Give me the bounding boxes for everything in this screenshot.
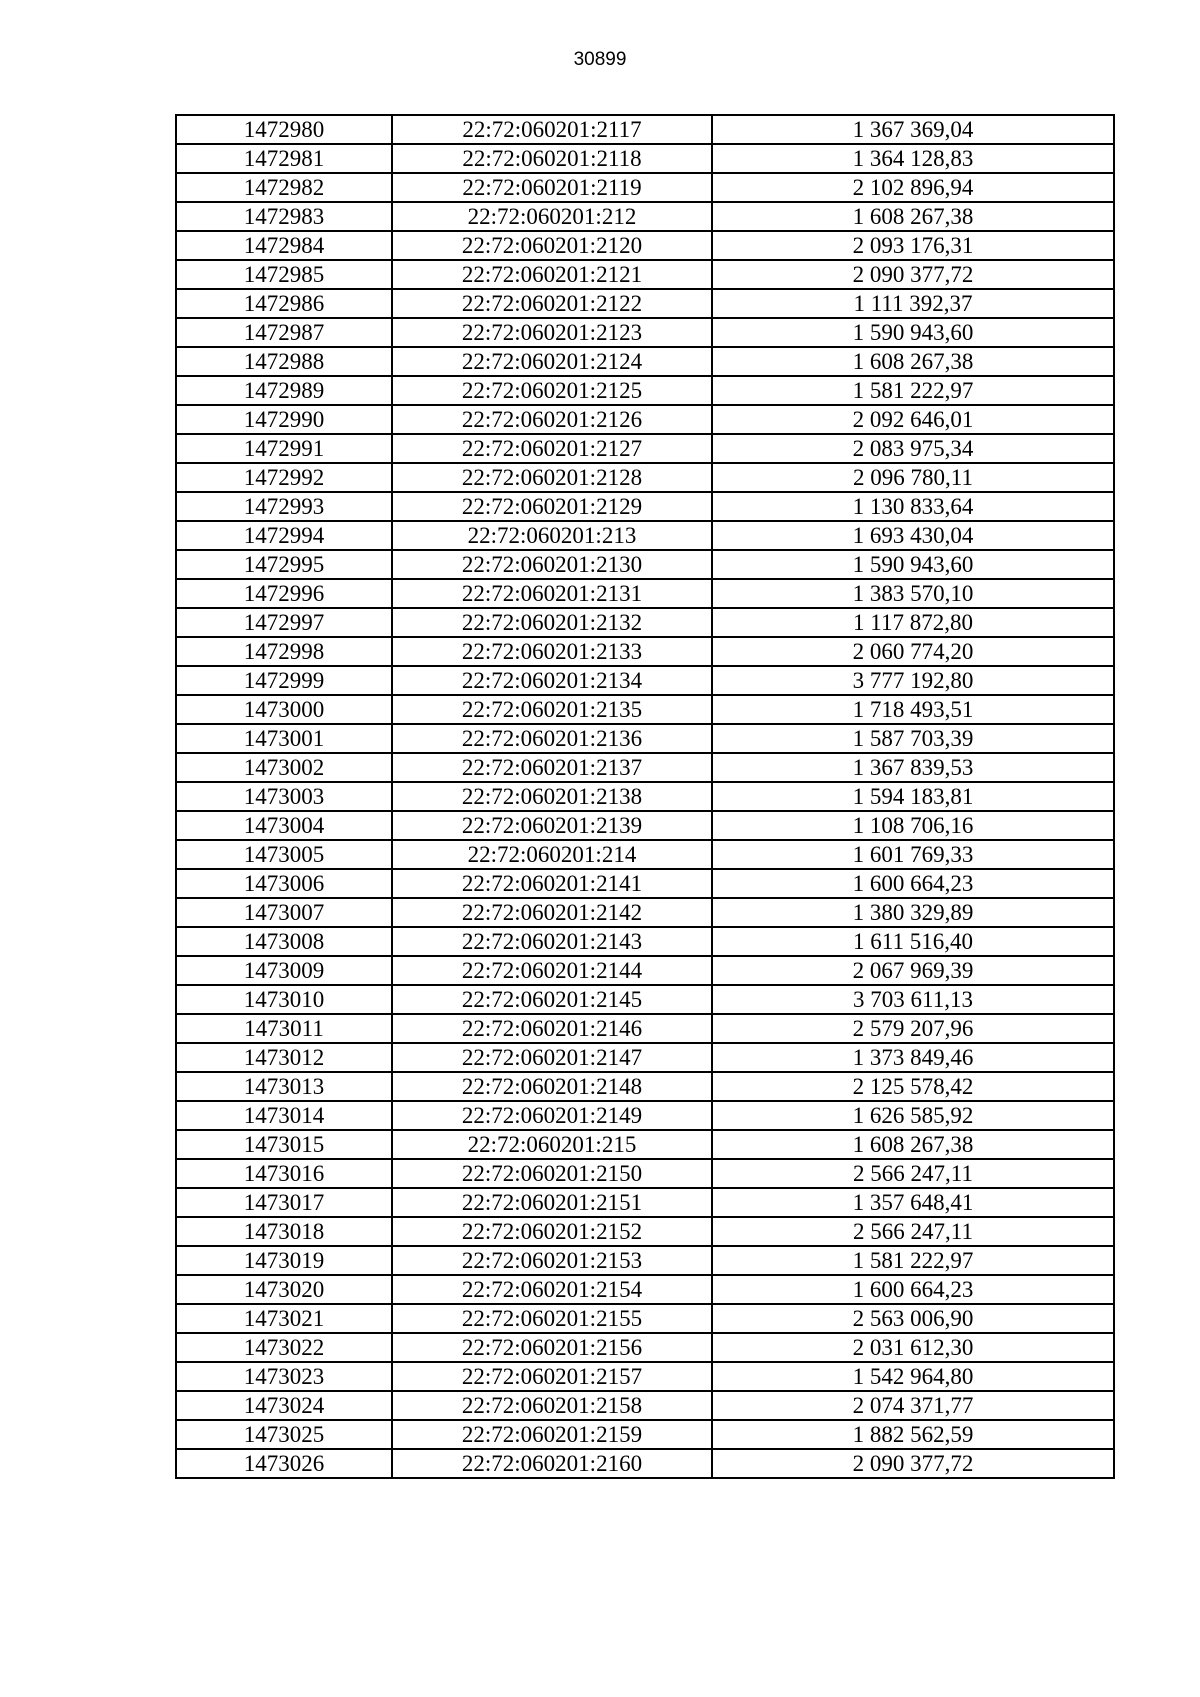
table-row — [176, 1159, 1114, 1188]
record-number-cell: 1472995 — [176, 550, 392, 579]
table-row — [176, 927, 1114, 956]
cadastral-value-cell: 1 608 267,38 — [712, 1130, 1114, 1159]
record-number-cell: 1472988 — [176, 347, 392, 376]
table-row — [176, 811, 1114, 840]
table-row — [176, 1333, 1114, 1362]
cadastral-value-cell: 1 581 222,97 — [712, 1246, 1114, 1275]
record-number-cell: 1473009 — [176, 956, 392, 985]
cadastral-value-cell: 1 357 648,41 — [712, 1188, 1114, 1217]
cadastral-number-cell: 22:72:060201:2121 — [392, 260, 712, 289]
cadastral-number-cell: 22:72:060201:2150 — [392, 1159, 712, 1188]
cadastral-number-cell: 22:72:060201:2117 — [392, 115, 712, 144]
table-row — [176, 1072, 1114, 1101]
table-row — [176, 173, 1114, 202]
cadastral-value-cell: 1 364 128,83 — [712, 144, 1114, 173]
record-number-cell: 1472999 — [176, 666, 392, 695]
cadastral-number-cell: 22:72:060201:2128 — [392, 463, 712, 492]
record-number-cell: 1473015 — [176, 1130, 392, 1159]
record-number-cell: 1473018 — [176, 1217, 392, 1246]
table-row — [176, 753, 1114, 782]
table-row — [176, 1217, 1114, 1246]
cadastral-number-cell: 22:72:060201:2129 — [392, 492, 712, 521]
cadastral-value-cell: 2 563 006,90 — [712, 1304, 1114, 1333]
table-row — [176, 608, 1114, 637]
record-number-cell: 1473006 — [176, 869, 392, 898]
table-row — [176, 318, 1114, 347]
cadastral-number-cell: 22:72:060201:2124 — [392, 347, 712, 376]
cadastral-value-cell: 1 693 430,04 — [712, 521, 1114, 550]
record-number-cell: 1473025 — [176, 1420, 392, 1449]
cadastral-value-cell: 1 882 562,59 — [712, 1420, 1114, 1449]
table-row — [176, 492, 1114, 521]
cadastral-value-cell: 1 367 839,53 — [712, 753, 1114, 782]
cadastral-number-cell: 22:72:060201:2133 — [392, 637, 712, 666]
table-row — [176, 144, 1114, 173]
cadastral-value-cell: 2 074 371,77 — [712, 1391, 1114, 1420]
cadastral-number-cell: 22:72:060201:2156 — [392, 1333, 712, 1362]
cadastral-value-cell: 1 611 516,40 — [712, 927, 1114, 956]
cadastral-number-cell: 22:72:060201:212 — [392, 202, 712, 231]
cadastral-number-cell: 22:72:060201:2138 — [392, 782, 712, 811]
cadastral-number-cell: 22:72:060201:214 — [392, 840, 712, 869]
cadastral-number-cell: 22:72:060201:2153 — [392, 1246, 712, 1275]
cadastral-number-cell: 22:72:060201:2122 — [392, 289, 712, 318]
registry-table-body — [176, 115, 1114, 1478]
table-row — [176, 1130, 1114, 1159]
cadastral-number-cell: 22:72:060201:2141 — [392, 869, 712, 898]
table-row — [176, 1391, 1114, 1420]
cadastral-value-cell: 3 777 192,80 — [712, 666, 1114, 695]
cadastral-value-cell: 1 587 703,39 — [712, 724, 1114, 753]
cadastral-value-cell: 1 590 943,60 — [712, 550, 1114, 579]
record-number-cell: 1473005 — [176, 840, 392, 869]
record-number-cell: 1473026 — [176, 1449, 392, 1478]
cadastral-value-cell: 1 718 493,51 — [712, 695, 1114, 724]
record-number-cell: 1473011 — [176, 1014, 392, 1043]
cadastral-number-cell: 22:72:060201:215 — [392, 1130, 712, 1159]
table-row — [176, 1362, 1114, 1391]
record-number-cell: 1472997 — [176, 608, 392, 637]
table-row — [176, 898, 1114, 927]
registry-table — [175, 114, 1115, 1479]
cadastral-number-cell: 22:72:060201:2135 — [392, 695, 712, 724]
cadastral-number-cell: 22:72:060201:2139 — [392, 811, 712, 840]
record-number-cell: 1473010 — [176, 985, 392, 1014]
record-number-cell: 1473001 — [176, 724, 392, 753]
table-row — [176, 434, 1114, 463]
page-number: 30899 — [573, 49, 627, 70]
cadastral-value-cell: 1 608 267,38 — [712, 202, 1114, 231]
record-number-cell: 1472990 — [176, 405, 392, 434]
cadastral-number-cell: 22:72:060201:2159 — [392, 1420, 712, 1449]
cadastral-value-cell: 1 594 183,81 — [712, 782, 1114, 811]
table-row — [176, 695, 1114, 724]
table-row — [176, 1014, 1114, 1043]
cadastral-value-cell: 3 703 611,13 — [712, 985, 1114, 1014]
cadastral-value-cell: 1 626 585,92 — [712, 1101, 1114, 1130]
cadastral-number-cell: 22:72:060201:2157 — [392, 1362, 712, 1391]
table-row — [176, 579, 1114, 608]
record-number-cell: 1472982 — [176, 173, 392, 202]
cadastral-number-cell: 22:72:060201:2131 — [392, 579, 712, 608]
table-row — [176, 376, 1114, 405]
record-number-cell: 1472998 — [176, 637, 392, 666]
table-row — [176, 782, 1114, 811]
cadastral-number-cell: 22:72:060201:2158 — [392, 1391, 712, 1420]
record-number-cell: 1472987 — [176, 318, 392, 347]
cadastral-number-cell: 22:72:060201:2154 — [392, 1275, 712, 1304]
record-number-cell: 1473020 — [176, 1275, 392, 1304]
table-row — [176, 202, 1114, 231]
record-number-cell: 1473024 — [176, 1391, 392, 1420]
table-row — [176, 869, 1114, 898]
cadastral-number-cell: 22:72:060201:2137 — [392, 753, 712, 782]
cadastral-value-cell: 1 581 222,97 — [712, 376, 1114, 405]
record-number-cell: 1473016 — [176, 1159, 392, 1188]
record-number-cell: 1472991 — [176, 434, 392, 463]
record-number-cell: 1473008 — [176, 927, 392, 956]
cadastral-value-cell: 2 125 578,42 — [712, 1072, 1114, 1101]
record-number-cell: 1473004 — [176, 811, 392, 840]
record-number-cell: 1473012 — [176, 1043, 392, 1072]
cadastral-number-cell: 22:72:060201:2120 — [392, 231, 712, 260]
cadastral-value-cell: 2 579 207,96 — [712, 1014, 1114, 1043]
table-row — [176, 724, 1114, 753]
table-row — [176, 1449, 1114, 1478]
record-number-cell: 1472983 — [176, 202, 392, 231]
table-row — [176, 956, 1114, 985]
record-number-cell: 1472985 — [176, 260, 392, 289]
table-row — [176, 521, 1114, 550]
cadastral-value-cell: 2 031 612,30 — [712, 1333, 1114, 1362]
record-number-cell: 1473003 — [176, 782, 392, 811]
cadastral-number-cell: 22:72:060201:2125 — [392, 376, 712, 405]
record-number-cell: 1472989 — [176, 376, 392, 405]
table-row — [176, 1304, 1114, 1333]
cadastral-value-cell: 2 096 780,11 — [712, 463, 1114, 492]
cadastral-number-cell: 22:72:060201:2145 — [392, 985, 712, 1014]
record-number-cell: 1473014 — [176, 1101, 392, 1130]
cadastral-value-cell: 2 060 774,20 — [712, 637, 1114, 666]
table-row — [176, 231, 1114, 260]
cadastral-number-cell: 22:72:060201:2147 — [392, 1043, 712, 1072]
cadastral-value-cell: 2 566 247,11 — [712, 1217, 1114, 1246]
table-row — [176, 1420, 1114, 1449]
cadastral-value-cell: 1 367 369,04 — [712, 115, 1114, 144]
cadastral-value-cell: 1 373 849,46 — [712, 1043, 1114, 1072]
cadastral-value-cell: 1 117 872,80 — [712, 608, 1114, 637]
table-row — [176, 840, 1114, 869]
table-row — [176, 1188, 1114, 1217]
record-number-cell: 1472981 — [176, 144, 392, 173]
record-number-cell: 1473019 — [176, 1246, 392, 1275]
cadastral-value-cell: 1 130 833,64 — [712, 492, 1114, 521]
record-number-cell: 1473023 — [176, 1362, 392, 1391]
cadastral-value-cell: 2 090 377,72 — [712, 1449, 1114, 1478]
record-number-cell: 1472996 — [176, 579, 392, 608]
cadastral-number-cell: 22:72:060201:2146 — [392, 1014, 712, 1043]
cadastral-number-cell: 22:72:060201:2142 — [392, 898, 712, 927]
table-row — [176, 1246, 1114, 1275]
table-row — [176, 405, 1114, 434]
table-row — [176, 289, 1114, 318]
cadastral-number-cell: 22:72:060201:2130 — [392, 550, 712, 579]
cadastral-value-cell: 1 111 392,37 — [712, 289, 1114, 318]
cadastral-number-cell: 22:72:060201:2123 — [392, 318, 712, 347]
record-number-cell: 1473007 — [176, 898, 392, 927]
record-number-cell: 1472993 — [176, 492, 392, 521]
table-row — [176, 463, 1114, 492]
cadastral-value-cell: 1 108 706,16 — [712, 811, 1114, 840]
cadastral-value-cell: 1 600 664,23 — [712, 869, 1114, 898]
cadastral-value-cell: 1 380 329,89 — [712, 898, 1114, 927]
cadastral-value-cell: 2 102 896,94 — [712, 173, 1114, 202]
cadastral-number-cell: 22:72:060201:2127 — [392, 434, 712, 463]
cadastral-number-cell: 22:72:060201:2118 — [392, 144, 712, 173]
record-number-cell: 1473021 — [176, 1304, 392, 1333]
table-row — [176, 347, 1114, 376]
cadastral-number-cell: 22:72:060201:2152 — [392, 1217, 712, 1246]
table-row — [176, 985, 1114, 1014]
table-row — [176, 1101, 1114, 1130]
record-number-cell: 1473013 — [176, 1072, 392, 1101]
cadastral-number-cell: 22:72:060201:2126 — [392, 405, 712, 434]
cadastral-value-cell: 2 093 176,31 — [712, 231, 1114, 260]
table-row — [176, 1275, 1114, 1304]
cadastral-value-cell: 1 608 267,38 — [712, 347, 1114, 376]
record-number-cell: 1473017 — [176, 1188, 392, 1217]
cadastral-value-cell: 2 092 646,01 — [712, 405, 1114, 434]
cadastral-value-cell: 1 542 964,80 — [712, 1362, 1114, 1391]
cadastral-number-cell: 22:72:060201:2155 — [392, 1304, 712, 1333]
table-row — [176, 666, 1114, 695]
cadastral-value-cell: 2 566 247,11 — [712, 1159, 1114, 1188]
table-row — [176, 115, 1114, 144]
record-number-cell: 1473002 — [176, 753, 392, 782]
cadastral-value-cell: 2 090 377,72 — [712, 260, 1114, 289]
cadastral-number-cell: 22:72:060201:213 — [392, 521, 712, 550]
record-number-cell: 1472980 — [176, 115, 392, 144]
cadastral-value-cell: 1 600 664,23 — [712, 1275, 1114, 1304]
cadastral-number-cell: 22:72:060201:2149 — [392, 1101, 712, 1130]
cadastral-number-cell: 22:72:060201:2148 — [392, 1072, 712, 1101]
record-number-cell: 1473000 — [176, 695, 392, 724]
record-number-cell: 1472986 — [176, 289, 392, 318]
cadastral-value-cell: 2 083 975,34 — [712, 434, 1114, 463]
record-number-cell: 1472994 — [176, 521, 392, 550]
cadastral-number-cell: 22:72:060201:2151 — [392, 1188, 712, 1217]
cadastral-number-cell: 22:72:060201:2132 — [392, 608, 712, 637]
cadastral-number-cell: 22:72:060201:2119 — [392, 173, 712, 202]
record-number-cell: 1472984 — [176, 231, 392, 260]
cadastral-value-cell: 1 383 570,10 — [712, 579, 1114, 608]
cadastral-number-cell: 22:72:060201:2134 — [392, 666, 712, 695]
table-row — [176, 1043, 1114, 1072]
cadastral-number-cell: 22:72:060201:2160 — [392, 1449, 712, 1478]
cadastral-value-cell: 1 590 943,60 — [712, 318, 1114, 347]
cadastral-number-cell: 22:72:060201:2143 — [392, 927, 712, 956]
cadastral-number-cell: 22:72:060201:2136 — [392, 724, 712, 753]
record-number-cell: 1473022 — [176, 1333, 392, 1362]
table-row — [176, 637, 1114, 666]
table-row — [176, 260, 1114, 289]
cadastral-number-cell: 22:72:060201:2144 — [392, 956, 712, 985]
cadastral-value-cell: 2 067 969,39 — [712, 956, 1114, 985]
cadastral-value-cell: 1 601 769,33 — [712, 840, 1114, 869]
table-row — [176, 550, 1114, 579]
record-number-cell: 1472992 — [176, 463, 392, 492]
